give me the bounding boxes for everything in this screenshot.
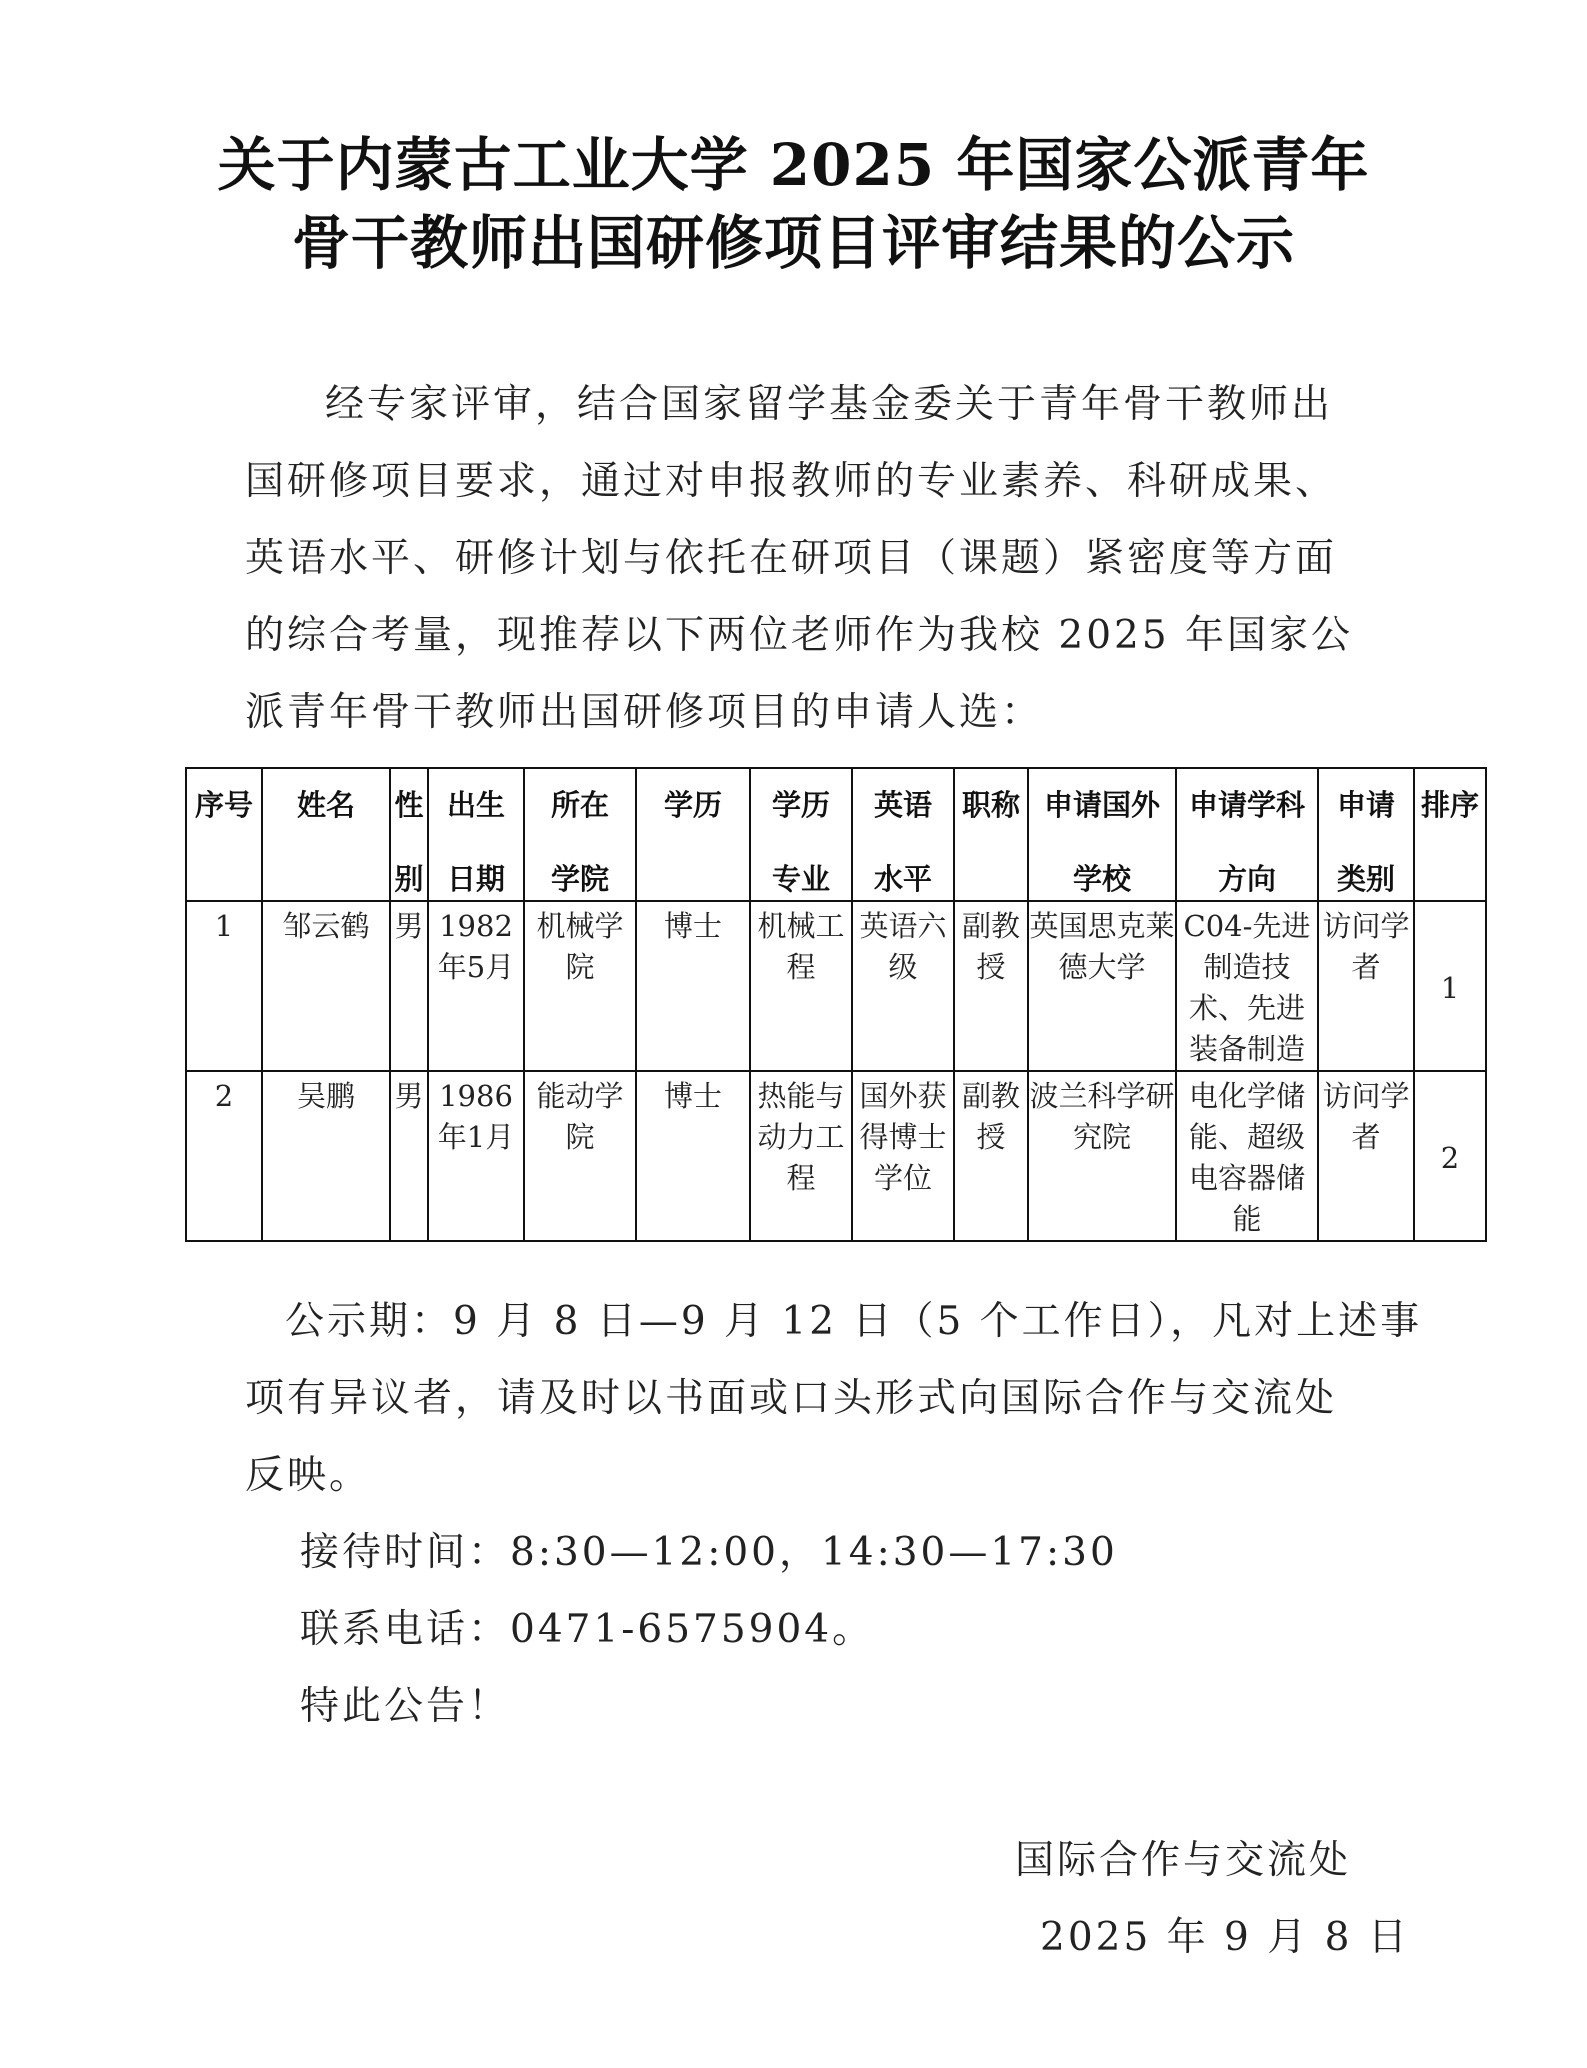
table-cell-title: 副教授: [954, 1071, 1028, 1241]
table-row: [186, 901, 1486, 1071]
table-cell-college: 能动学院: [524, 1071, 636, 1241]
table-cell-rank: 2: [1414, 1071, 1486, 1241]
table-cell-category: 访问学者: [1318, 901, 1414, 1071]
table-cell-degree: 博士: [636, 901, 750, 1071]
column-header: 姓名: [262, 768, 390, 901]
table-row: [186, 1071, 1486, 1241]
table-cell-english-level: 国外获得博士学位: [852, 1071, 954, 1241]
table-cell-category: 访问学者: [1318, 1071, 1414, 1241]
table-cell-foreign-school: 波兰科学研究院: [1028, 1071, 1176, 1241]
column-header: 排序: [1414, 768, 1486, 901]
table-cell-degree: 博士: [636, 1071, 750, 1241]
table-cell-birth-date: 1982年5月: [428, 901, 524, 1071]
table-cell-index: 1: [186, 901, 262, 1071]
table-cell-birth-date: 1986年1月: [428, 1071, 524, 1241]
table-header-row: [186, 768, 1486, 901]
column-header: 学历: [636, 768, 750, 901]
signature-department: 国际合作与交流处: [1015, 1838, 1352, 1883]
column-header: 英语 水平: [852, 768, 954, 901]
table-cell-name: 吴鹏: [262, 1071, 390, 1241]
closing-remark: 特此公告！: [300, 1684, 511, 1729]
table-cell-college: 机械学院: [524, 901, 636, 1071]
intro-paragraph-line: 国研修项目要求，通过对申报教师的专业素养、科研成果、: [245, 459, 1338, 504]
column-header: 申请国外 学校: [1028, 768, 1176, 901]
column-header: 序号: [186, 768, 262, 901]
table-cell-discipline: 电化学储能、超级电容器储能: [1176, 1071, 1318, 1241]
intro-paragraph-line: 英语水平、研修计划与依托在研项目（课题）紧密度等方面: [245, 536, 1338, 581]
column-header: 性 别: [390, 768, 428, 901]
reception-time: 接待时间：8:30—12:00，14:30—17:30: [300, 1530, 1118, 1575]
column-header: 出生 日期: [428, 768, 524, 901]
table-cell-rank: 1: [1414, 901, 1486, 1071]
column-header: 职称: [954, 768, 1028, 901]
signature-date: 2025 年 9 月 8 日: [1040, 1915, 1410, 1960]
table-cell-major: 热能与动力工程: [750, 1071, 852, 1241]
notice-paragraph-line: 公示期：9 月 8 日—9 月 12 日（5 个工作日），凡对上述事: [285, 1299, 1423, 1344]
table-cell-name: 邹云鹤: [262, 901, 390, 1071]
intro-paragraph-line: 经专家评审，结合国家留学基金委关于青年骨干教师出: [325, 382, 1334, 427]
table-cell-gender: 男: [390, 1071, 428, 1241]
document-title-line-1: 关于内蒙古工业大学 2025 年国家公派青年: [217, 131, 1370, 199]
table-cell-title: 副教授: [954, 901, 1028, 1071]
intro-paragraph-line: 派青年骨干教师出国研修项目的申请人选：: [245, 690, 1044, 735]
table-cell-foreign-school: 英国思克莱德大学: [1028, 901, 1176, 1071]
column-header: 申请学科 方向: [1176, 768, 1318, 901]
nominee-table: [185, 767, 1487, 1242]
table-cell-english-level: 英语六级: [852, 901, 954, 1071]
column-header: 申请 类别: [1318, 768, 1414, 901]
intro-paragraph-line: 的综合考量，现推荐以下两位老师作为我校 2025 年国家公: [245, 613, 1354, 658]
table-cell-gender: 男: [390, 901, 428, 1071]
column-header: 学历 专业: [750, 768, 852, 901]
table-cell-major: 机械工程: [750, 901, 852, 1071]
document-title-line-2: 骨干教师出国研修项目评审结果的公示: [291, 209, 1295, 277]
notice-paragraph-line: 反映。: [245, 1453, 372, 1498]
table-cell-index: 2: [186, 1071, 262, 1241]
column-header: 所在 学院: [524, 768, 636, 901]
table-cell-discipline: C04-先进制造技术、先进装备制造: [1176, 901, 1318, 1071]
contact-phone: 联系电话：0471-6575904。: [300, 1607, 875, 1652]
notice-paragraph-line: 项有异议者，请及时以书面或口头形式向国际合作与交流处: [245, 1376, 1338, 1421]
